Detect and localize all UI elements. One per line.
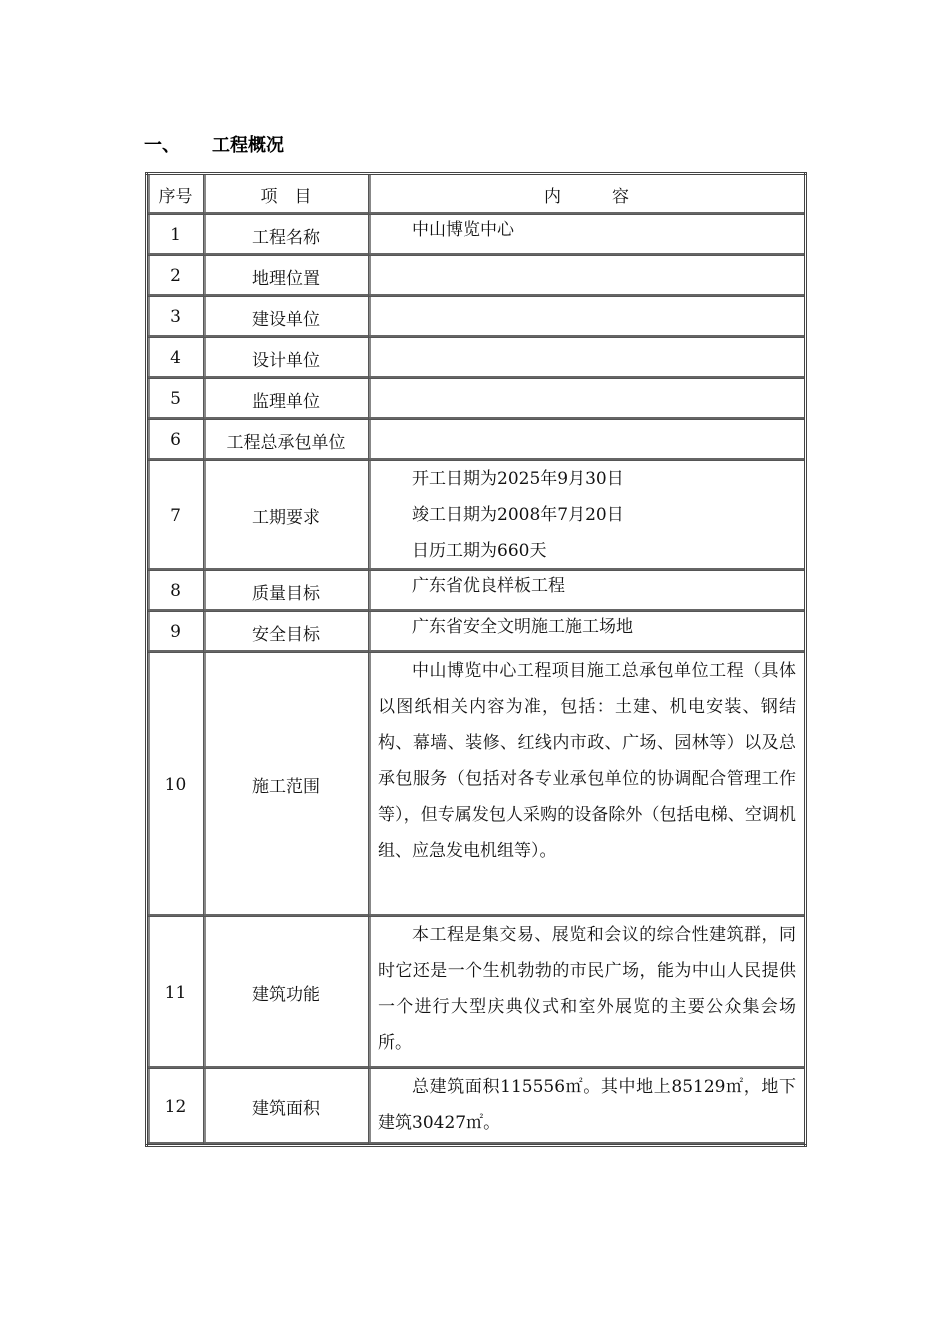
row-item: 建筑功能: [204, 917, 369, 1069]
row-content: [369, 215, 806, 256]
table-row: [147, 297, 806, 338]
row-content: [369, 379, 806, 420]
row-seq: 9: [147, 612, 204, 653]
row-item: 建设单位: [204, 297, 369, 338]
table-header-row: [147, 174, 806, 215]
row-content: [369, 256, 806, 297]
content-line: 日历工期为660天: [412, 541, 547, 561]
row-item: 监理单位: [204, 379, 369, 420]
row-seq: 2: [147, 256, 204, 297]
row-seq: 3: [147, 297, 204, 338]
row-content: [369, 461, 806, 571]
section-title: 工程概况: [212, 135, 284, 156]
row-seq: 1: [147, 215, 204, 256]
row-seq: 12: [147, 1069, 204, 1146]
row-seq: 4: [147, 338, 204, 379]
table-row: [147, 1069, 806, 1146]
row-content: [369, 1069, 806, 1146]
content-paragraph: 总建筑面积115556㎡。其中地上85129㎡，地下建筑30427㎡。: [378, 1077, 796, 1133]
content-paragraph: 本工程是集交易、展览和会议的综合性建筑群，同时它还是一个生机勃勃的市民广场，能为中山人民提供一个进行大型庆典仪式和室外展览的主要公众集会场所。: [378, 925, 796, 1053]
row-item: 工程总承包单位: [204, 420, 369, 461]
row-item: 施工范围: [204, 653, 369, 917]
row-content: [369, 297, 806, 338]
row-item: 工程名称: [204, 215, 369, 256]
table-row: [147, 215, 806, 256]
table-row: [147, 653, 806, 917]
table-row: [147, 917, 806, 1069]
table-row: [147, 256, 806, 297]
row-item: 工期要求: [204, 461, 369, 571]
content-line: 中山博览中心: [412, 220, 514, 240]
row-content: [369, 571, 806, 612]
section-heading: [144, 133, 284, 159]
row-content: [369, 420, 806, 461]
row-seq: 5: [147, 379, 204, 420]
table-row: [147, 571, 806, 612]
content-line: 广东省优良样板工程: [412, 576, 565, 596]
content-line: 开工日期为2025年9月30日: [412, 469, 624, 489]
section-number: 一、: [144, 135, 180, 156]
row-content: [369, 653, 806, 917]
row-item: 地理位置: [204, 256, 369, 297]
row-seq: 7: [147, 461, 204, 571]
project-overview-table: [145, 172, 807, 1147]
table-row: [147, 338, 806, 379]
content-paragraph: 中山博览中心工程项目施工总承包单位工程（具体以图纸相关内容为准，包括：土建、机电安装、钢结构、幕墙、装修、红线内市政、广场、园林等）以及总承包服务（包括对各专业承包单位的协调配合管理工作等），但专属发包人采购的设备除外（包括电梯、空调机组、应急发电机组等）。: [378, 661, 796, 861]
table-row: [147, 612, 806, 653]
header-item: 项 目: [204, 174, 369, 215]
row-item: 安全目标: [204, 612, 369, 653]
row-item: 建筑面积: [204, 1069, 369, 1146]
content-line: 竣工日期为2008年7月20日: [412, 505, 624, 525]
header-seq: 序号: [147, 174, 204, 215]
row-seq: 8: [147, 571, 204, 612]
header-content: 内 容: [369, 174, 806, 215]
table-row: [147, 379, 806, 420]
row-content: [369, 917, 806, 1069]
content-line: 广东省安全文明施工施工场地: [412, 617, 633, 637]
row-content: [369, 612, 806, 653]
row-seq: 10: [147, 653, 204, 917]
table-row: [147, 420, 806, 461]
row-seq: 11: [147, 917, 204, 1069]
row-seq: 6: [147, 420, 204, 461]
row-item: 设计单位: [204, 338, 369, 379]
row-content: [369, 338, 806, 379]
table-row: [147, 461, 806, 571]
row-item: 质量目标: [204, 571, 369, 612]
